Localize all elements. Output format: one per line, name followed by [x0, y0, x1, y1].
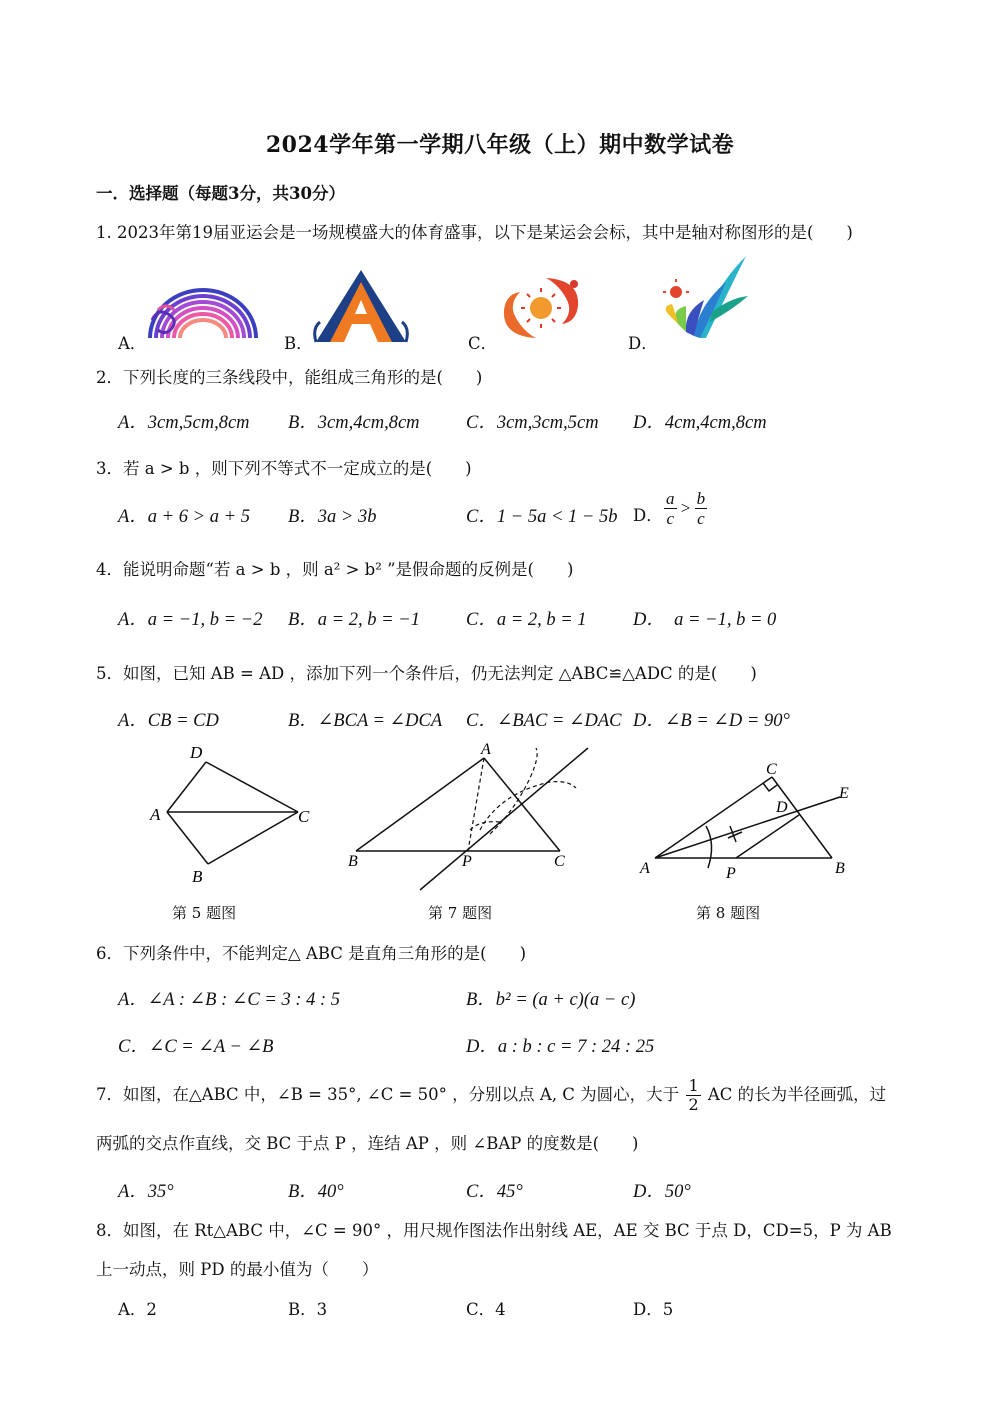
q4-option-c: C．a = 2, b = 1 [466, 610, 587, 630]
q7-fraction-numerator: 1 [688, 1076, 699, 1095]
fig5-edge-ab [167, 812, 208, 864]
fig8-right-angle-mark [763, 783, 777, 791]
q4-stem: 4．能说明命题“若 a > b ，则 a² > b² ”是假命题的反例是( ) [96, 560, 574, 579]
fig8-caption: 第 8 题图 [696, 904, 761, 922]
q1-label-a: A． [118, 334, 147, 353]
q5-option-a: A．CB = CD [118, 711, 219, 731]
q6-option-b: B．b² = (a + c)(a − c) [466, 990, 636, 1010]
q2-option-d: D．4cm,4cm,8cm [633, 413, 767, 433]
fig7-caption: 第 7 题图 [428, 904, 493, 922]
q5-option-c: C．∠BAC = ∠DAC [466, 711, 622, 731]
q7-option-c: C．45° [466, 1182, 523, 1202]
q7-stem-line2: 两弧的交点作直线，交 BC 于点 P ，连结 AP ，则 ∠BAP 的度数是( ) [96, 1134, 639, 1153]
fig8-label-p: P [726, 865, 736, 882]
q6-stem: 6．下列条件中，不能判定△ ABC 是直角三角形的是( ) [96, 944, 527, 963]
fig8-label-c: C [766, 761, 777, 778]
q1-label-d: D． [628, 334, 658, 353]
q7-fraction-denominator: 2 [688, 1095, 699, 1114]
q6-option-c: C．∠C = ∠A − ∠B [118, 1037, 274, 1057]
q3-stem: 3．若 a > b ，则下列不等式不一定成立的是( ) [96, 459, 472, 478]
q7-option-b: B．40° [288, 1182, 344, 1202]
fig5-label-a: A [150, 805, 161, 824]
fig5-edge-dc [206, 762, 298, 812]
q3-d-numerator-right: b [696, 489, 706, 508]
q5-stem: 5．如图，已知 AB = AD ，添加下列一个条件后，仍无法判定 △ABC≌△ADC 的是( ) [96, 664, 757, 683]
q4-option-a: A．a = −1, b = −2 [118, 610, 263, 630]
q3-option-b: B．3a > 3b [288, 507, 377, 527]
figure-5-diagram [140, 738, 330, 888]
q3-option-c: C．1 − 5a < 1 − 5b [466, 507, 618, 527]
fig8-arc-a [706, 826, 712, 868]
fig7-label-a: A [481, 741, 491, 758]
q8-option-c: C．4 [466, 1300, 506, 1319]
q7-option-a: A．35° [118, 1182, 174, 1202]
q3-d-operator: > [680, 498, 691, 518]
q8-option-d: D．5 [633, 1300, 674, 1319]
q2-stem: 2．下列长度的三条线段中，能组成三角形的是( ) [96, 368, 483, 387]
q7-fraction [686, 1078, 700, 1113]
letter-a-tower-logo-icon [312, 268, 410, 346]
q8-stem-line2: 上一动点，则 PD 的最小值为（ ） [96, 1260, 379, 1279]
fig5-edge-da [167, 762, 206, 812]
fig5-label-b: B [192, 867, 203, 886]
fig8-label-a: A [640, 860, 650, 877]
section-heading: 一．选择题（每题3分，共30分） [96, 184, 345, 203]
q3-option-d-fraction [664, 490, 707, 527]
q3-d-denominator-left: c [666, 509, 675, 528]
fig7-edge-ab [356, 758, 484, 851]
q1-label-b: B． [284, 334, 313, 353]
fig8-ray-ae [655, 797, 840, 858]
q4-option-d: D． a = −1, b = 0 [633, 610, 777, 630]
exam-title: 2024学年第一学期八年级（上）期中数学试卷 [265, 132, 735, 158]
q7-option-d: D．50° [633, 1182, 691, 1202]
fig8-label-d: D [776, 799, 788, 816]
q3-d-denominator-right: c [697, 509, 705, 528]
q3-option-d-label: D． [633, 506, 663, 525]
swirl-dragon-logo-icon [496, 272, 586, 344]
fig8-tick-1 [730, 826, 736, 842]
fig8-label-e: E [839, 785, 849, 802]
q7-stem-part1: 7．如图，在△ABC 中，∠B = 35°, ∠C = 50° ，分别以点 A, C 为圆心，大于 [96, 1085, 680, 1104]
q5-option-d: D．∠B = ∠D = 90° [633, 711, 790, 731]
q2-option-a: A．3cm,5cm,8cm [118, 413, 250, 433]
q7-stem-line1 [96, 1078, 886, 1113]
fig7-arc-1 [490, 748, 537, 834]
q1-label-c: C． [468, 334, 498, 353]
figure-8-diagram [632, 752, 862, 884]
fig8-label-b: B [835, 860, 845, 877]
q7-stem-part2: AC 的长为半径画弧，过 [707, 1085, 887, 1104]
fig8-edge-cb [772, 777, 832, 858]
fig5-edge-bc [208, 812, 298, 864]
q8-option-a: A．2 [118, 1300, 157, 1319]
q3-option-d [633, 502, 663, 526]
q3-d-numerator-left: a [666, 489, 675, 508]
fig5-label-d: D [190, 743, 203, 762]
q6-option-d: D．a : b : c = 7 : 24 : 25 [466, 1037, 655, 1057]
q2-option-b: B．3cm,4cm,8cm [288, 413, 420, 433]
q6-option-a: A．∠A : ∠B : ∠C = 3 : 4 : 5 [118, 990, 341, 1010]
q8-option-b: B．3 [288, 1300, 328, 1319]
rainbow-fan-logo-icon [140, 280, 266, 344]
q5-option-b: B．∠BCA = ∠DCA [288, 711, 443, 731]
fig7-label-p: P [462, 853, 472, 870]
feather-wing-logo-icon [656, 252, 752, 344]
fig5-caption: 第 5 题图 [172, 904, 237, 922]
figure-7-diagram [340, 738, 600, 896]
fig7-label-b: B [348, 853, 358, 870]
fig5-label-c: C [298, 807, 310, 826]
q3-option-a: A．a + 6 > a + 5 [118, 507, 251, 527]
q1-stem: 1. 2023年第19届亚运会是一场规模盛大的体育盛事，以下是某运会会标，其中是轴对称图形的是( ) [96, 223, 853, 242]
q2-option-c: C．3cm,3cm,5cm [466, 413, 599, 433]
q8-stem-line1: 8．如图，在 Rt△ABC 中，∠C = 90° ，用尺规作图法作出射线 AE，AE 交 BC 于点 D，CD=5，P 为 AB [96, 1221, 892, 1240]
fig7-label-c: C [554, 853, 565, 870]
fig7-arc-2 [480, 782, 576, 830]
q4-option-b: B．a = 2, b = −1 [288, 610, 421, 630]
